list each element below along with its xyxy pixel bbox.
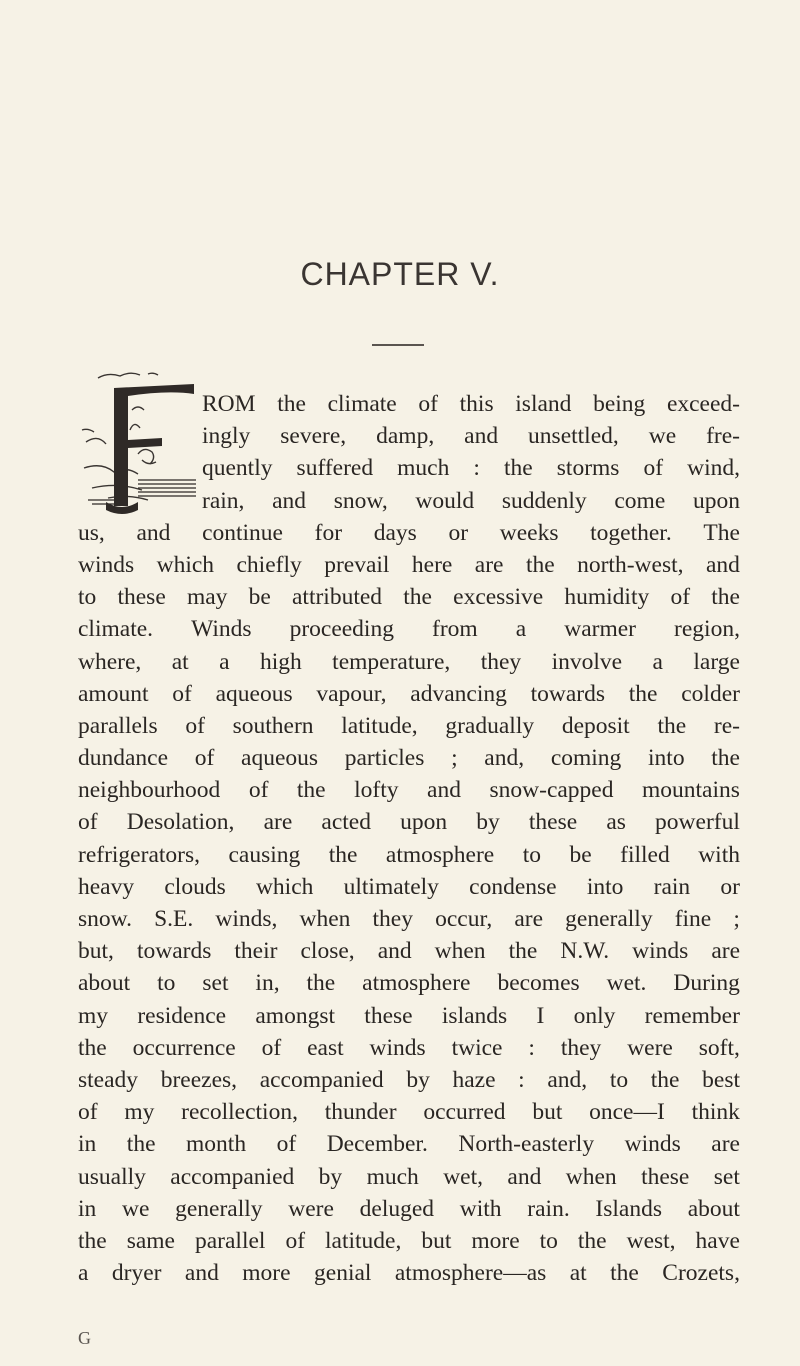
word: by: [406, 1066, 430, 1093]
word: December.: [326, 1131, 428, 1158]
word: filled: [620, 841, 670, 868]
word: dryer: [111, 1260, 162, 1287]
word: snow,: [333, 487, 388, 514]
word: these: [641, 1163, 690, 1190]
word: heavy: [78, 873, 135, 900]
word: upon: [692, 487, 740, 514]
word: amongst: [255, 1002, 335, 1029]
word: us,: [78, 519, 105, 546]
text-line: [78, 452, 740, 484]
word: my: [78, 1002, 109, 1029]
word: Winds: [191, 616, 252, 643]
text-line: [78, 549, 740, 581]
word: a: [219, 648, 230, 675]
word: towards: [136, 938, 212, 965]
text-line: [78, 839, 740, 871]
word: we: [122, 1195, 150, 1222]
word: continue: [202, 519, 283, 546]
word: high: [259, 648, 302, 675]
word: a: [652, 648, 663, 675]
text-line: [78, 581, 740, 613]
word: where,: [78, 648, 142, 675]
word: which: [156, 551, 215, 578]
word: of: [78, 809, 98, 836]
word: in: [78, 1195, 97, 1222]
word: of: [172, 680, 192, 707]
word: the: [610, 1260, 639, 1287]
word: usually: [78, 1163, 146, 1190]
text-line: [78, 678, 740, 710]
word: of: [261, 1034, 282, 1061]
word: soft,: [698, 1034, 740, 1061]
text-line: [78, 485, 740, 517]
word: fine: [674, 906, 712, 932]
word: ROM: [202, 391, 256, 417]
word: but: [532, 1099, 563, 1126]
word: may: [186, 584, 228, 611]
word: southern: [232, 712, 314, 739]
word: and: [272, 487, 307, 514]
word: warmer: [564, 616, 636, 643]
word: are: [474, 551, 504, 578]
text-line: [78, 517, 740, 549]
text-line: [78, 388, 740, 420]
word: attributed: [291, 584, 383, 611]
word: fre-: [706, 423, 740, 450]
word: much: [397, 455, 450, 482]
word: and,: [547, 1066, 588, 1093]
word: weeks: [499, 519, 559, 546]
word: are: [263, 809, 293, 836]
word: the: [711, 745, 740, 772]
word: these: [364, 1002, 413, 1029]
word: aqueous: [215, 680, 293, 707]
word: twice: [451, 1034, 503, 1061]
word: to: [157, 970, 176, 997]
word: the: [78, 1227, 107, 1254]
word: at: [171, 648, 189, 675]
word: proceeding: [289, 616, 394, 643]
word: they: [372, 906, 413, 932]
word: into: [586, 873, 624, 900]
word: their: [234, 938, 278, 965]
word: coming: [550, 745, 622, 772]
word: North-easterly: [458, 1131, 595, 1158]
word: atmosphere: [362, 970, 471, 997]
text-line: [78, 1257, 740, 1289]
word: thunder: [324, 1099, 397, 1126]
heading-rule: [372, 344, 424, 346]
word: climate: [327, 391, 397, 417]
word: islands: [441, 1002, 508, 1029]
text-line: [78, 1128, 740, 1160]
word: parallels: [78, 712, 158, 739]
word: occur,: [435, 906, 493, 932]
word: once—I: [589, 1099, 665, 1126]
word: rain,: [202, 487, 245, 514]
word: causing: [228, 841, 301, 868]
word: of: [248, 777, 269, 804]
word: of: [670, 584, 691, 611]
text-line: [78, 420, 740, 452]
text-line: [78, 935, 740, 967]
word: upon: [400, 809, 448, 836]
word: are: [711, 938, 740, 965]
chapter-text: [78, 388, 740, 1289]
word: were: [288, 1195, 334, 1222]
word: of: [78, 1099, 98, 1126]
word: clouds: [164, 873, 226, 900]
word: and,: [484, 745, 525, 772]
word: only: [573, 1002, 616, 1029]
word: recollection,: [181, 1099, 298, 1126]
word: the: [126, 1131, 156, 1158]
word: snow.: [78, 906, 132, 932]
word: this: [459, 391, 494, 417]
text-line: [78, 1193, 740, 1225]
word: :: [518, 1066, 525, 1093]
word: :: [473, 455, 480, 482]
word: unsettled,: [528, 423, 619, 450]
word: with: [698, 841, 740, 868]
word: chiefly: [236, 551, 302, 578]
word: and: [427, 777, 461, 804]
word: to: [78, 584, 97, 611]
word: east: [307, 1034, 344, 1061]
word: particles: [344, 745, 425, 772]
word: latitude,: [341, 712, 418, 739]
word: have: [695, 1227, 740, 1254]
word: genial: [314, 1260, 372, 1287]
word: ;: [733, 906, 740, 932]
word: latitude,: [325, 1227, 402, 1254]
word: atmosphere—as: [394, 1260, 547, 1287]
word: winds: [78, 551, 135, 578]
word: large: [693, 648, 740, 675]
text-line: [78, 806, 740, 838]
word: the: [525, 551, 555, 578]
word: they: [560, 1034, 602, 1061]
word: towards: [530, 680, 606, 707]
word: by: [476, 809, 500, 836]
word: best: [702, 1066, 740, 1093]
word: and: [184, 1260, 219, 1287]
word: S.E.: [154, 906, 194, 932]
word: winds: [632, 938, 689, 965]
word: Desolation,: [126, 809, 235, 836]
text-line: [78, 903, 740, 935]
word: the: [577, 1227, 607, 1254]
word: these: [117, 584, 166, 611]
word: mountains: [642, 777, 740, 804]
word: the: [296, 777, 326, 804]
word: be: [569, 841, 592, 868]
word: come: [614, 487, 666, 514]
word: of: [276, 1131, 297, 1158]
word: winds: [369, 1034, 426, 1061]
word: would: [415, 487, 475, 514]
word: and: [507, 1163, 542, 1190]
word: suffered: [296, 455, 374, 482]
word: we: [648, 423, 677, 450]
word: the: [328, 841, 358, 868]
word: dundance: [78, 745, 169, 772]
word: which: [255, 873, 314, 900]
word: quently: [202, 455, 273, 482]
word: are: [514, 906, 544, 932]
text-line: [78, 1064, 740, 1096]
word: as: [606, 809, 626, 836]
word: occurred: [423, 1099, 506, 1126]
word: in: [78, 1131, 97, 1158]
word: island: [515, 391, 572, 417]
text-line: [78, 1161, 740, 1193]
word: residence: [137, 1002, 227, 1029]
word: winds,: [215, 906, 278, 932]
word: of: [194, 745, 215, 772]
word: becomes: [497, 970, 580, 997]
word: rain.: [527, 1195, 570, 1222]
word: severe,: [280, 423, 347, 450]
word: remember: [644, 1002, 740, 1029]
word: into: [648, 745, 685, 772]
word: or: [448, 519, 469, 546]
word: :: [528, 1034, 535, 1061]
word: set: [713, 1163, 740, 1190]
word: winds: [624, 1131, 681, 1158]
word: the: [508, 938, 538, 965]
word: condense: [469, 873, 557, 900]
word: at: [569, 1260, 587, 1287]
word: from: [432, 616, 478, 643]
word: the: [504, 455, 533, 482]
text-line: [78, 613, 740, 645]
word: west,: [626, 1227, 676, 1254]
word: aqueous: [241, 745, 319, 772]
word: the: [657, 712, 687, 739]
word: with: [459, 1195, 502, 1222]
word: of: [643, 455, 664, 482]
word: but: [421, 1227, 452, 1254]
word: for: [314, 519, 343, 546]
word: being: [593, 391, 646, 417]
word: in,: [255, 970, 280, 997]
word: steady: [78, 1066, 139, 1093]
word: generally: [175, 1195, 263, 1222]
text-line: [78, 1096, 740, 1128]
word: a: [78, 1260, 89, 1287]
word: The: [703, 519, 740, 546]
word: and: [464, 423, 499, 450]
word: amount: [78, 680, 149, 707]
word: the: [628, 680, 658, 707]
word: ;: [451, 745, 458, 772]
word: generally: [565, 906, 653, 932]
word: the: [306, 970, 336, 997]
word: breezes,: [160, 1066, 238, 1093]
word: excessive: [453, 584, 544, 611]
word: the: [650, 1066, 680, 1093]
word: north-west,: [577, 551, 684, 578]
word: haze: [452, 1066, 496, 1093]
word: about: [687, 1195, 740, 1222]
word: lofty: [354, 777, 399, 804]
word: re-: [713, 712, 740, 739]
word: set: [202, 970, 229, 997]
word: same: [126, 1227, 175, 1254]
word: advancing: [410, 680, 507, 707]
text-line: [78, 1225, 740, 1257]
word: colder: [681, 680, 740, 707]
word: when: [299, 906, 351, 932]
word: of: [285, 1227, 306, 1254]
word: days: [373, 519, 417, 546]
word: rain: [653, 873, 691, 900]
word: involve: [551, 648, 623, 675]
word: deposit: [561, 712, 630, 739]
word: snow-capped: [489, 777, 614, 804]
word: or: [720, 873, 740, 900]
word: storms: [556, 455, 620, 482]
word: the: [403, 584, 432, 611]
word: when: [565, 1163, 617, 1190]
word: much: [366, 1163, 419, 1190]
word: to: [539, 1227, 558, 1254]
word: are: [711, 1131, 740, 1158]
word: temperature,: [332, 648, 451, 675]
word: prevail: [324, 551, 390, 578]
word: my: [124, 1099, 155, 1126]
word: more: [242, 1260, 291, 1287]
word: acted: [321, 809, 371, 836]
word: these: [528, 809, 578, 836]
word: climate.: [78, 616, 154, 643]
word: atmosphere: [385, 841, 495, 868]
word: together.: [590, 519, 672, 546]
text-line: [78, 1032, 740, 1064]
signature-mark: G: [78, 1328, 91, 1348]
word: vapour,: [316, 680, 387, 707]
word: when: [434, 938, 486, 965]
word: wet.: [606, 970, 647, 997]
word: here: [411, 551, 453, 578]
word: Crozets,: [662, 1260, 740, 1287]
word: think: [691, 1099, 740, 1126]
word: region,: [674, 616, 740, 643]
word: ingly: [202, 423, 251, 450]
word: suddenly: [501, 487, 587, 514]
word: more: [471, 1227, 520, 1254]
word: a: [515, 616, 527, 643]
word: wet,: [443, 1163, 484, 1190]
chapter-heading: CHAPTER V.: [300, 256, 500, 292]
word: humidity: [564, 584, 650, 611]
word: be: [248, 584, 271, 611]
word: by: [318, 1163, 343, 1190]
word: to: [522, 841, 541, 868]
word: to: [609, 1066, 629, 1093]
word: of: [185, 712, 205, 739]
word: neighbourhood: [78, 777, 221, 804]
word: were: [627, 1034, 673, 1061]
text-line: [78, 774, 740, 806]
word: occurrence: [132, 1034, 236, 1061]
word: N.W.: [560, 938, 610, 965]
word: month: [186, 1131, 247, 1158]
word: the: [78, 1034, 107, 1061]
word: wind,: [687, 455, 740, 482]
word: and: [136, 519, 171, 546]
word: they: [480, 648, 522, 675]
text-line: [78, 710, 740, 742]
word: ultimately: [343, 873, 439, 900]
word: accompanied: [170, 1163, 295, 1190]
word: During: [673, 970, 740, 997]
word: close,: [300, 938, 355, 965]
text-line: [78, 967, 740, 999]
word: Islands: [595, 1195, 662, 1222]
word: the: [711, 584, 740, 611]
word: exceed-: [666, 391, 740, 417]
word: deluged: [359, 1195, 435, 1222]
word: of: [418, 391, 438, 417]
word: gradually: [445, 712, 535, 739]
word: damp,: [376, 423, 435, 450]
word: accompanied: [259, 1066, 384, 1093]
word: powerful: [655, 809, 740, 836]
text-line: [78, 646, 740, 678]
word: I: [536, 1002, 545, 1029]
text-line: [78, 742, 740, 774]
word: the: [277, 391, 306, 417]
text-line: [78, 1000, 740, 1032]
word: and: [705, 551, 740, 578]
word: but,: [78, 938, 114, 965]
word: and: [377, 938, 412, 965]
word: about: [78, 970, 131, 997]
word: parallel: [194, 1227, 266, 1254]
word: refrigerators,: [78, 841, 200, 868]
text-line: [78, 871, 740, 903]
